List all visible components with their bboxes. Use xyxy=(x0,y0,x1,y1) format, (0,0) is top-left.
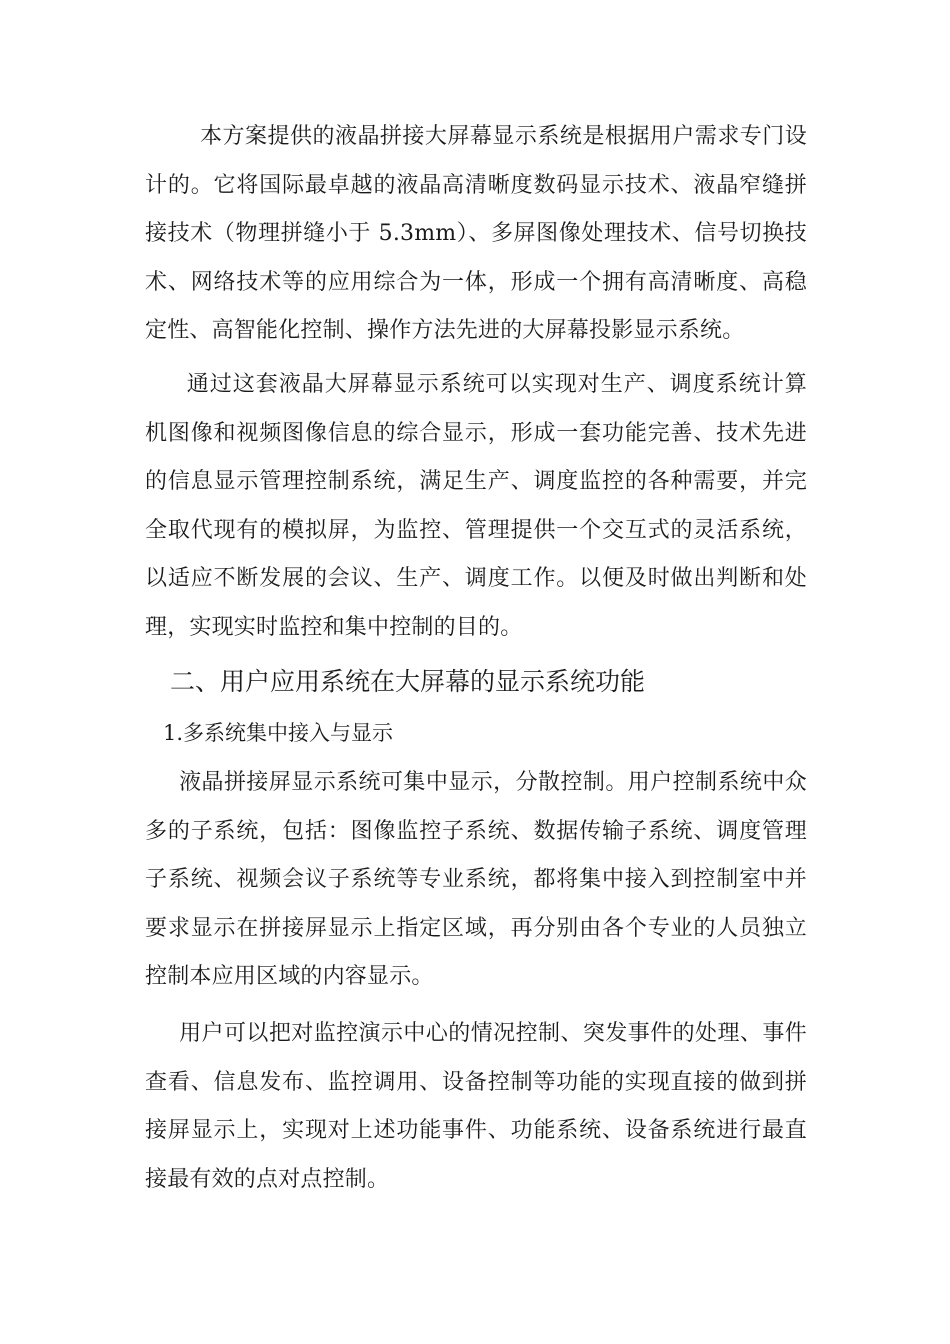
paragraph-point-control: 用户可以把对监控演示中心的情况控制、突发事件的处理、事件查看、信息发布、监控调用、设备控制等功能的实现直接的做到拼接屏显示上，实现对上述功能事件、功能系统、设备系统进行最直接最有效的点对点控制。 xyxy=(145,1021,807,1192)
paragraph-capabilities: 通过这套液晶大屏幕显示系统可以实现对生产、调度系统计算机图像和视频图像信息的综合显示，形成一套功能完善、技术先进的信息显示管理控制系统，满足生产、调度监控的各种需要，并完全取代现有的模拟屏，为监控、管理提供一个交互式的灵活系统，以适应不断发展的会议、生产、调度工作。以便及时做出判断和处理，实现实时监控和集中控制的目的。 xyxy=(145,372,807,640)
paragraph-intro: 本方案提供的液晶拼接大屏幕显示系统是根据用户需求专门设计的。它将国际最卓越的液晶高清晰度数码显示技术、液晶窄缝拼接技术（物理拼缝小于 5.3mm）、多屏图像处理技术、信号切换技术、网络技术等的应用综合为一体，形成一个拥有高清晰度、高稳定性、高智能化控制、操作方法先进的大屏幕投影显示系统。 xyxy=(145,124,807,343)
section-heading: 二、用户应用系统在大屏幕的显示系统功能 xyxy=(170,667,646,696)
subsection-heading: 1.多系统集中接入与显示 xyxy=(163,721,394,745)
paragraph-centralized-display: 液晶拼接屏显示系统可集中显示，分散控制。用户控制系统中众多的子系统，包括：图像监控子系统、数据传输子系统、调度管理子系统、视频会议子系统等专业系统，都将集中接入到控制室中并要求显示在拼接屏显示上指定区域，再分别由各个专业的人员独立控制本应用区域的内容显示。 xyxy=(145,770,807,989)
